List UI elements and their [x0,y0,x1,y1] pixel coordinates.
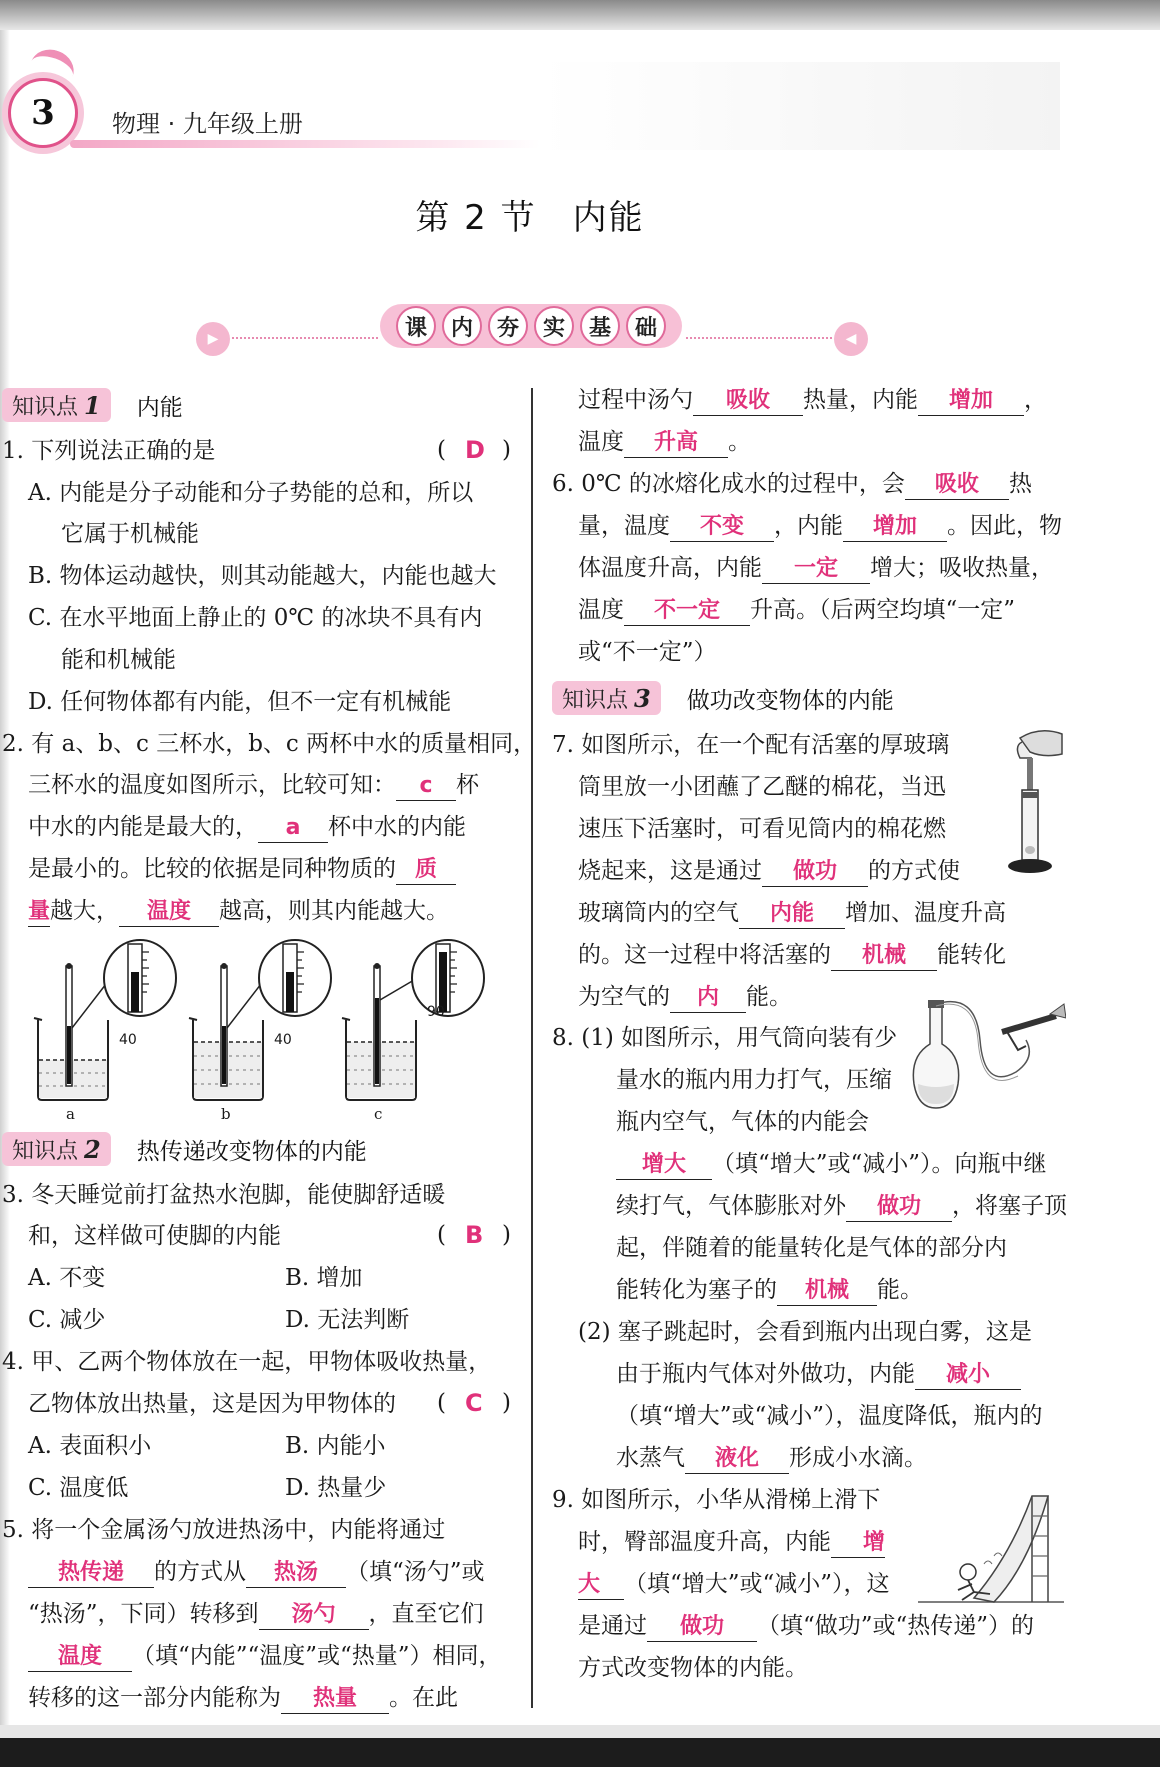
banner-char: 课 [396,306,436,346]
q3-option-b: B. 增加 [285,1265,363,1291]
q2-blank-2[interactable]: a [258,814,328,843]
beaker-a [34,940,176,1100]
q5-blank-7[interactable]: 增加 [918,387,1024,416]
q8-line: 水蒸气 液化 形成小水滴。 [616,1444,927,1474]
q8-line: 8. (1) 如图所示，用气筒向装有少 [552,1025,898,1051]
banner-dots-left [232,337,378,339]
q5-blank-6[interactable]: 吸收 [693,387,803,416]
q1-stem: 1. 下列说法正确的是 [2,438,216,464]
q2-line: 2. 有 a、b、c 三杯水，b、c 两杯中水的质量相同， [2,731,537,757]
q5-blank-2[interactable]: 热汤 [246,1559,346,1588]
q7-blank-1[interactable]: 做功 [762,858,868,887]
q9-blank-2[interactable]: 做功 [647,1613,757,1642]
q2-blank-4[interactable]: 温度 [119,898,219,927]
q5-line-cont: 温度 升高 。 [578,428,751,458]
q8-line: (2) 塞子跳起时，会看到瓶内出现白雾，这是 [578,1319,1032,1345]
beakers-figure [28,938,488,1120]
q1-answer: D [465,436,485,464]
q9-line: 是通过 做功 （填“做功”或“热传递”）的 [578,1612,1034,1642]
q8-line: 续打气，气体膨胀对外 做功 ，将塞子顶 [616,1192,1067,1222]
q5-blank-3[interactable]: 汤勺 [259,1601,369,1630]
header-line [70,140,540,148]
q2-line: 量越大， 温度 越高，则其内能越大。 [28,897,449,927]
banner-char: 实 [534,306,574,346]
bottom-bar [0,1738,1160,1767]
q6-line: 体温度升高，内能 一定 增大；吸收热量， [578,554,1054,584]
q1-paren-open: ( [437,437,446,463]
q8-blank-1[interactable]: 增大 [616,1151,712,1180]
q4-answer: C [465,1389,483,1417]
play-left-icon: ▶ [196,322,230,356]
play-right-icon: ◀ [834,322,868,356]
q3-option-a: A. 不变 [28,1265,106,1291]
q8-line: 量水的瓶内用力打气，压缩 [616,1067,892,1093]
q5-line: 热传递 的方式从 热汤 （填“汤勺”或 [28,1558,485,1588]
q5-blank-4[interactable]: 温度 [28,1643,132,1672]
q5-line: “热汤”，下同）转移到 汤勺 ，直至它们 [28,1600,484,1630]
q9-line: 时，臀部温度升高，内能 增 [578,1528,885,1558]
beaker-c-label: c [374,1105,383,1123]
kp-badge: 知识点 1 [2,388,111,422]
section-banner [380,304,682,348]
page-number: 3 [8,78,78,148]
q2-blank-3a[interactable]: 质 [396,856,456,885]
beaker-b-label: b [221,1105,231,1123]
q7-line: 速压下活塞时，可看见筒内的棉花燃 [578,816,946,842]
beaker-c [342,940,484,1100]
kp-badge: 知识点 3 [552,681,661,715]
q5-line: 转移的这一部分内能称为 热量 。在此 [28,1684,458,1714]
q5-line-cont: 过程中汤勺 吸收 热量，内能 增加 ， [578,386,1047,416]
q6-blank-5[interactable]: 不一定 [624,597,750,626]
banner-char: 内 [442,306,482,346]
knowledge-point-2 [2,1131,367,1167]
beaker-b-temp: 40 [274,1032,292,1048]
header-gradient [540,62,1060,150]
q6-line: 量，温度 不变 ，内能 增加 。因此，物 [578,512,1062,542]
q3-line: 3. 冬天睡觉前打盆热水泡脚，能使脚舒适暖 [2,1182,446,1208]
q8-line: 增大 （填“增大”或“减小”）。向瓶中继 [616,1150,1047,1180]
q7-line: 为空气的 内 能。 [578,983,792,1013]
q1-option-b: B. 物体运动越快，则其动能越大，内能也越大 [28,563,497,589]
q7-line: 筒里放一小团蘸了乙醚的棉花，当迅 [578,774,946,800]
flask-pump-figure [906,1000,1066,1118]
q6-blank-4[interactable]: 一定 [762,555,870,584]
q8-blank-2[interactable]: 做功 [846,1193,952,1222]
q1-option-c-cont: 能和机械能 [61,647,176,673]
q9-blank-1a[interactable]: 增 [831,1529,885,1558]
q3-line: 和，这样做可使脚的内能 [28,1223,281,1249]
q3-option-c: C. 减少 [28,1307,106,1333]
beaker-c-temp: 90 [427,1004,445,1020]
q3-option-d: D. 无法判断 [285,1307,410,1333]
q8-blank-5[interactable]: 液化 [685,1445,789,1474]
q8-blank-3[interactable]: 机械 [777,1277,877,1306]
q5-blank-8[interactable]: 升高 [624,429,728,458]
column-divider [531,388,533,1708]
q4-paren-open: ( [437,1390,446,1416]
q8-line: 由于瓶内气体对外做功，内能 减小 [616,1360,1021,1390]
q7-line: 玻璃筒内的空气 内能 增加、温度升高 [578,899,1006,929]
q5-line: 5. 将一个金属汤勺放进热汤中，内能将通过 [2,1517,446,1543]
left-shadow [0,30,10,1725]
section-title: 第 2 节 内能 [415,198,645,238]
q2-line: 中水的内能是最大的， a 杯中水的内能 [28,813,466,843]
q8-line: 能转化为塞子的 机械 能。 [616,1276,923,1306]
q3-answer: B [465,1221,484,1249]
banner-dots-right [686,337,832,339]
knowledge-point-3 [552,680,894,716]
beaker-a-temp: 40 [119,1032,137,1048]
kp-title: 做功改变物体的内能 [686,687,894,714]
q4-option-c: C. 温度低 [28,1475,129,1501]
kp-badge: 知识点 2 [2,1132,111,1166]
q4-option-d: D. 热量少 [285,1475,387,1501]
q2-blank-3b[interactable]: 量 [28,898,50,927]
q7-line: 的。这一过程中将活塞的 机械 能转化 [578,941,1006,971]
q1-option-a: A. 内能是分子动能和分子势能的总和，所以 [28,480,474,506]
beaker-a-label: a [66,1105,75,1123]
q6-blank-1[interactable]: 吸收 [905,471,1009,500]
book-title: 物理 · 九年级上册 [112,110,303,138]
q5-blank-5[interactable]: 热量 [281,1685,389,1714]
q7-blank-3[interactable]: 机械 [831,942,937,971]
q2-blank-1[interactable]: c [396,772,456,801]
q9-line: 方式改变物体的内能。 [578,1655,808,1681]
q1-option-a-cont: 它属于机械能 [61,521,199,547]
q5-blank-1[interactable]: 热传递 [28,1559,154,1588]
q9-line: 大 （填“增大”或“减小”），这 [578,1570,890,1600]
knowledge-point-1 [2,387,183,423]
kp-title: 热传递改变物体的内能 [136,1138,367,1165]
q1-paren-close: ) [502,437,511,463]
q6-blank-2[interactable]: 不变 [670,513,774,542]
q7-blank-2[interactable]: 内能 [739,900,845,929]
piston-cylinder-figure [1000,728,1066,876]
q6-line: 或“不一定”） [578,639,717,665]
q4-line: 4. 甲、乙两个物体放在一起，甲物体吸收热量， [2,1349,492,1375]
q4-paren-close: ) [502,1390,511,1416]
q6-line: 温度 不一定 升高。（后两空均填“一定” [578,596,1015,626]
q3-paren-close: ) [502,1222,511,1248]
q1-option-c: C. 在水平地面上静止的 0℃ 的冰块不具有内 [28,605,483,631]
banner-char: 础 [626,306,666,346]
q5-line: 温度 （填“内能”“温度”或“热量”）相同， [28,1642,502,1672]
q8-line: 起，伴随着的能量转化是气体的部分内 [616,1235,1007,1261]
beaker-b [189,940,331,1100]
q2-line: 是最小的。比较的依据是同种物质的 质 [28,855,456,885]
q7-line: 7. 如图所示，在一个配有活塞的厚玻璃 [552,732,950,758]
q4-option-a: A. 表面积小 [28,1433,152,1459]
banner-char: 夯 [488,306,528,346]
q9-blank-1b[interactable]: 大 [578,1571,624,1600]
q4-line: 乙物体放出热量，这是因为甲物体的 [28,1391,396,1417]
banner-char: 基 [580,306,620,346]
q7-blank-4[interactable]: 内 [670,984,746,1013]
q6-blank-3[interactable]: 增加 [843,513,947,542]
q8-line: 瓶内空气，气体的内能会 [616,1109,869,1135]
q8-line: （填“增大”或“减小”），温度降低，瓶内的 [616,1403,1043,1429]
slide-figure [914,1486,1064,1610]
q8-blank-4[interactable]: 减小 [915,1361,1021,1390]
top-shadow [0,0,1160,30]
q9-line: 9. 如图所示，小华从滑梯上滑下 [552,1487,881,1513]
q4-option-b: B. 内能小 [285,1433,386,1459]
kp-title: 内能 [136,394,183,421]
q1-option-d: D. 任何物体都有内能，但不一定有机械能 [28,689,452,715]
q2-line: 三杯水的温度如图所示，比较可知： c 杯 [28,771,479,801]
q3-paren-open: ( [437,1222,446,1248]
q6-line: 6. 0℃ 的冰熔化成水的过程中，会 吸收 热 [552,470,1032,500]
bottom-gap [0,1725,1160,1738]
q7-line: 烧起来，这是通过 做功 的方式使 [578,857,960,887]
